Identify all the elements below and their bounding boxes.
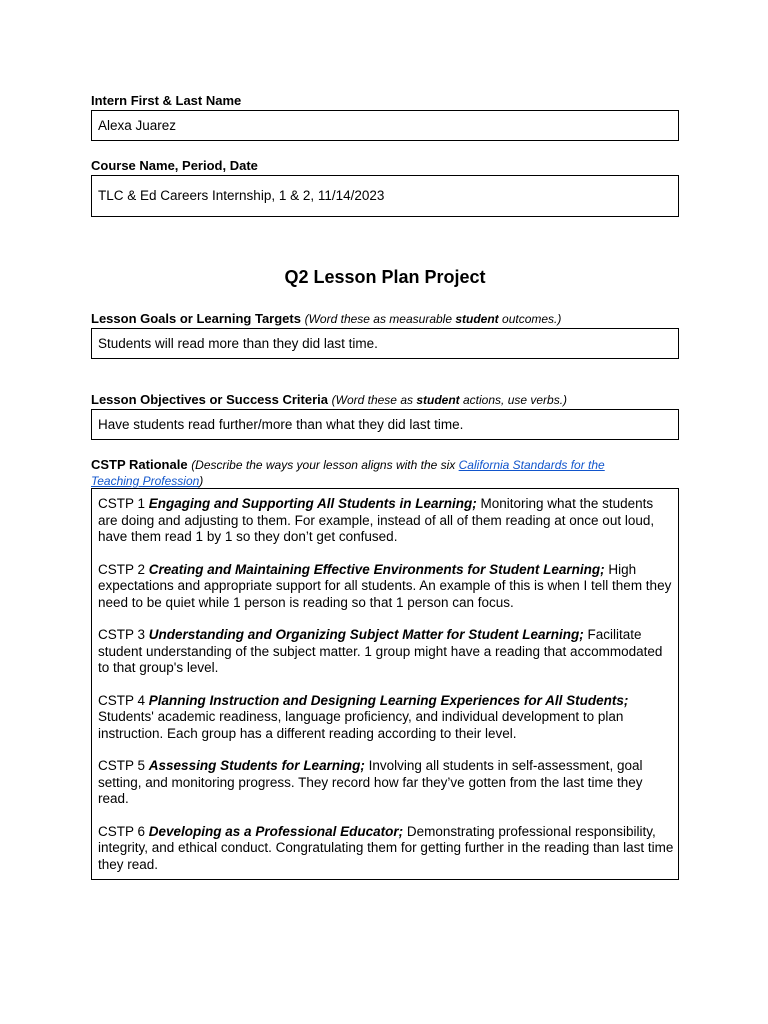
- cstp-item-title: Planning Instruction and Designing Learning Experiences for All Students;: [148, 692, 629, 708]
- goals-field[interactable]: [91, 328, 679, 359]
- goals-hint: (Word these as measurable student outcomes.): [304, 312, 562, 326]
- cstp-item-3: [98, 627, 674, 677]
- objectives-field[interactable]: [91, 409, 679, 440]
- cstp-standards-link[interactable]: California Standards for the Teaching Profession: [91, 458, 605, 488]
- cstp-item-text: High expectations and appropriate support for all students. An example of this is when I tell them they need to be quiet while 1 person is reading so that 1 person can focus.: [98, 561, 672, 610]
- cstp-item-title: Understanding and Organizing Subject Matter for Student Learning;: [148, 627, 584, 642]
- page-title: Q2 Lesson Plan Project: [284, 267, 486, 287]
- cstp-item-5: [98, 758, 674, 808]
- cstp-item-text: Demonstrating professional responsibility, integrity, and ethical conduct. Congratulating them for getting further in the reading than last time they read.: [98, 823, 674, 872]
- cstp-field[interactable]: [91, 488, 679, 880]
- intern-name-field[interactable]: [91, 110, 679, 141]
- cstp-item-prefix: CSTP 2: [98, 561, 149, 577]
- cstp-item-prefix: CSTP 1: [98, 496, 149, 511]
- cstp-label: [91, 457, 651, 489]
- cstp-item-text: Students' academic readiness, language proficiency, and individual development to plan instruction. Each group has a different reading according to their level.: [98, 709, 624, 741]
- cstp-item-text: Monitoring what the students are doing and adjusting to them. For example, instead of all of them reading at once out loud, have them read 1 by 1 so they don’t get confused.: [98, 496, 655, 544]
- cstp-hint: (Describe the ways your lesson aligns with the six California Standards for the Teaching Profession): [91, 458, 605, 488]
- objectives-hint: (Word these as student actions, use verbs.): [331, 393, 568, 407]
- objectives-label-text: Lesson Objectives or Success Criteria: [91, 392, 328, 407]
- cstp-item-text: Involving all students in self-assessment, goal setting, and monitoring progress. They record how far they’ve gotten from the last time they read.: [98, 758, 643, 806]
- intern-name-value: Alexa Juarez: [98, 118, 177, 133]
- course-value: TLC & Ed Careers Internship, 1 & 2, 11/14/2023: [98, 188, 385, 203]
- cstp-item-title: Assessing Students for Learning;: [148, 758, 365, 773]
- cstp-item-title: Developing as a Professional Educator;: [148, 823, 404, 839]
- intern-name-label: Intern First & Last Name: [91, 93, 242, 108]
- cstp-item-prefix: CSTP 4: [98, 692, 149, 708]
- goals-label: [91, 311, 561, 327]
- objectives-value: Have students read further/more than what they did last time.: [98, 417, 464, 432]
- objectives-label: [91, 392, 567, 408]
- cstp-item-title: Creating and Maintaining Effective Environments for Student Learning;: [148, 561, 605, 577]
- cstp-item-2: [98, 562, 674, 612]
- cstp-item-prefix: CSTP 5: [98, 758, 149, 773]
- course-field[interactable]: [91, 175, 679, 217]
- cstp-list: [98, 496, 674, 873]
- cstp-item-4: [98, 693, 674, 743]
- cstp-item-prefix: CSTP 6: [98, 823, 149, 839]
- goals-value: Students will read more than they did last time.: [98, 336, 378, 351]
- cstp-item-title: Engaging and Supporting All Students in Learning;: [148, 496, 477, 511]
- cstp-item-text: Facilitate student understanding of the subject matter. 1 group might have a reading that accommodated to that group's level.: [98, 627, 663, 675]
- cstp-item-6: [98, 824, 674, 874]
- goals-label-text: Lesson Goals or Learning Targets: [91, 311, 301, 326]
- cstp-label-text: CSTP Rationale: [91, 457, 188, 472]
- cstp-item-prefix: CSTP 3: [98, 627, 149, 642]
- cstp-item-1: [98, 496, 674, 546]
- course-label: Course Name, Period, Date: [91, 158, 258, 173]
